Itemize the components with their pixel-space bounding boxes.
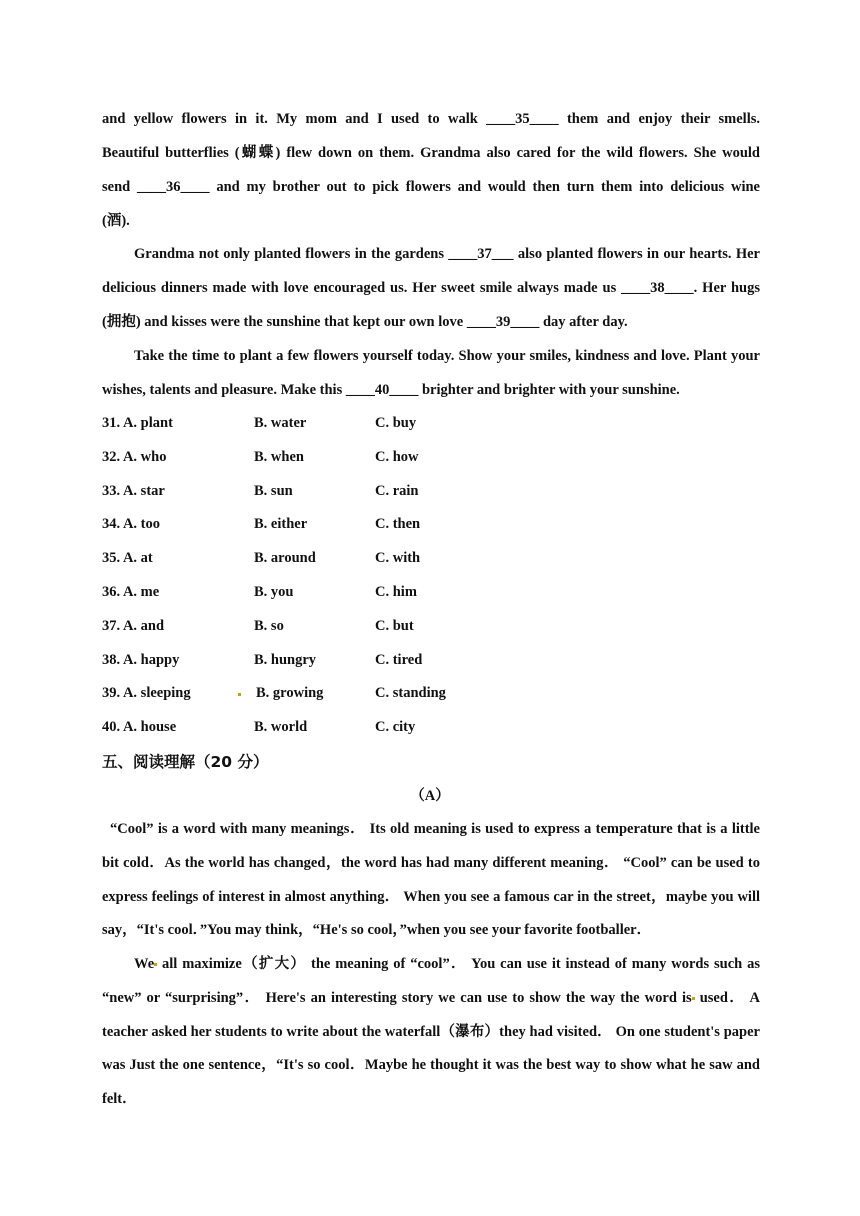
option-b: B. water: [254, 415, 307, 431]
option-row: [102, 576, 760, 610]
option-a: 34. A. too: [102, 516, 160, 533]
option-b: B. world: [254, 719, 308, 736]
option-b: B. either: [254, 516, 308, 533]
option-b: B. growing: [256, 685, 324, 702]
option-c: C. then: [375, 516, 421, 533]
option-c: C. how: [375, 448, 419, 465]
passage1-line-1: and yellow flowers in it. My mom and I used to walk ____35____ them and enjoy their smells.: [102, 111, 760, 127]
option-row: [102, 610, 760, 644]
passage2-text-end: used． A teacher asked her students to write about the waterfall（瀑布）they had visited． On one student's paper was Just the one sentence，“It's so cool．Maybe he thought it was the best way to show what he saw and felt．: [102, 989, 760, 1108]
passage1-line-3: send ____36____ and my brother out to pick flowers and would then turn them into delicious wine: [102, 179, 760, 195]
option-a: 31. A. plant: [102, 415, 173, 431]
passage1-line-4: (酒).: [102, 213, 130, 229]
option-c: C. city: [375, 719, 416, 736]
passage1-paragraph-3: Take the time to plant a few flowers yourself today. Show your smiles, kindness and love. Plant your wishes, talents and pleasure. Make this ____40____ brighter and brighter with your sunshine.: [102, 348, 760, 398]
option-a: 32. A. who: [102, 448, 167, 465]
option-b: B. so: [254, 617, 284, 634]
option-c: C. but: [375, 617, 414, 634]
option-row: [102, 711, 760, 745]
option-b: B. hungry: [254, 651, 317, 668]
option-row: [102, 508, 760, 542]
option-row: [102, 644, 760, 678]
option-b: B. you: [254, 583, 294, 600]
option-row: [102, 441, 760, 475]
passage1-paragraph-2: Grandma not only planted flowers in the gardens ____37___ also planted flowers in our hearts. Her delicious dinners made with love encouraged us. Her sweet smile always made us ____38____. Her hugs (拥抱) and kisses were the sunshine that kept our own love ____39____ day after day.: [102, 246, 760, 330]
option-a: 39. A. sleeping: [102, 685, 191, 702]
passage2-text-start: We: [134, 956, 155, 972]
option-c: C. rain: [375, 482, 419, 499]
subsection-title: （A）: [410, 788, 450, 804]
stray-mark: [238, 693, 241, 696]
section-title: 五、阅读理解（20 分）: [102, 753, 269, 771]
option-a: 37. A. and: [102, 617, 165, 634]
option-row: [102, 677, 760, 711]
passage1-line-2: Beautiful butterflies (蝴蝶) flew down on them. Grandma also cared for the wild flowers. She would: [102, 145, 760, 161]
option-c: C. with: [375, 550, 421, 567]
option-b: B. around: [254, 550, 316, 567]
option-a: 33. A. star: [102, 482, 165, 499]
passage2-paragraph-1: “Cool” is a word with many meanings． Its old meaning is used to express a temperature that is a little bit cold．As the world has changed，the word has had many different meaning． “Cool” can be used to express feelings of interest in almost anything． When you see a famous car in the street，maybe you will say，“It's cool．”You may think，“He's so cool，”when you see your favorite footballer．: [102, 821, 760, 939]
passage2-text-middle: all maximize（扩大） the meaning of “cool”． You can use it instead of many words such as “new” or “surprising”． Here's an interesting story we can use to show the way the word is: [102, 956, 760, 1006]
option-a: 36. A. me: [102, 583, 160, 600]
option-c: C. tired: [375, 651, 423, 668]
option-b: B. sun: [254, 482, 293, 499]
option-row: [102, 542, 760, 576]
option-row: [102, 475, 760, 509]
option-row: [102, 407, 760, 441]
option-a: 35. A. at: [102, 550, 153, 567]
options-list: [102, 407, 760, 745]
option-b: B. when: [254, 448, 304, 465]
option-c: C. him: [375, 583, 417, 600]
option-c: C. standing: [375, 685, 446, 702]
option-c: C. buy: [375, 415, 417, 431]
passage2-paragraph-2: [102, 948, 760, 1117]
option-a: 38. A. happy: [102, 651, 180, 668]
option-a: 40. A. house: [102, 719, 177, 736]
